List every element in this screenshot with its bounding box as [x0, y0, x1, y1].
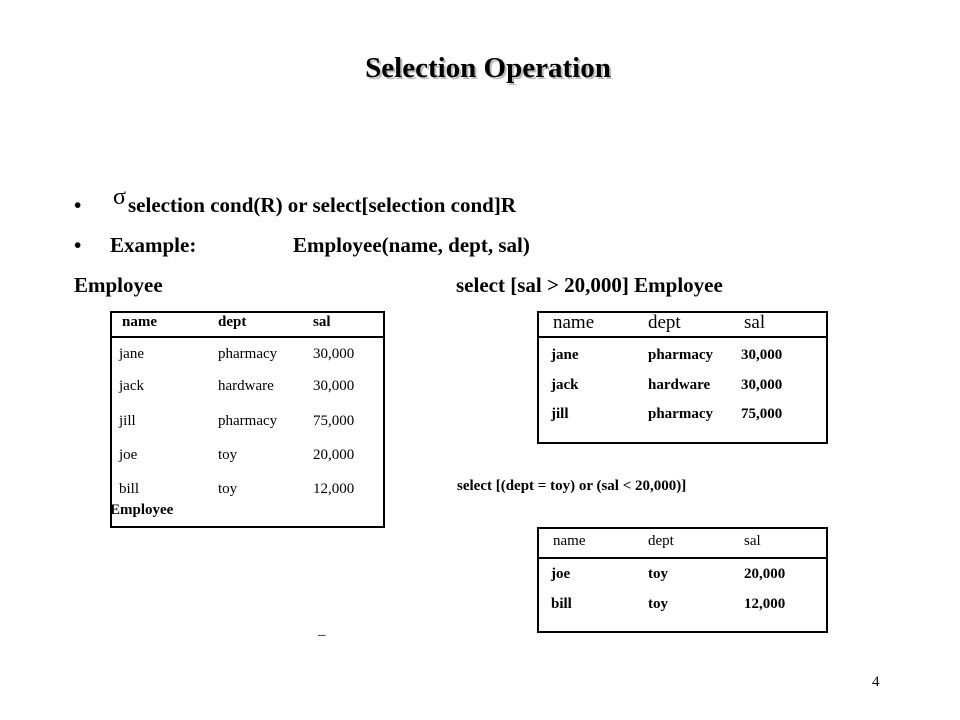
employee-row-2-dept: hardware [218, 378, 274, 394]
employee-header-name: name [122, 314, 157, 330]
employee-header-sal: sal [313, 314, 331, 330]
sal-result-row-2-dept: hardware [648, 377, 711, 393]
bullet-1: • [74, 193, 82, 217]
query-toy-heading: select [(dept = toy) or (sal < 20,000)] [457, 478, 687, 494]
employee-row-2-sal: 30,000 [313, 378, 355, 394]
employee-row-5-sal: 12,000 [313, 481, 355, 497]
toy-result-header-divider [537, 557, 828, 559]
employee-row-4-name: joe [119, 447, 138, 463]
toy-result-header-sal: sal [744, 533, 761, 549]
toy-result-row-2-name: bill [551, 596, 572, 612]
sal-result-row-1-name: jane [551, 347, 579, 363]
toy-result-row-1-dept: toy [648, 566, 668, 582]
stray-underscore-mark: _ [318, 622, 326, 638]
employee-header-dept: dept [218, 314, 247, 330]
selection-syntax-text: selection cond(R) or select[selection cond]R [128, 193, 517, 217]
sal-result-row-3-dept: pharmacy [648, 406, 713, 422]
employee-row-5-name: bill [119, 481, 140, 497]
employee-row-3-sal: 75,000 [313, 413, 355, 429]
employee-heading: Employee [74, 273, 163, 297]
sal-result-header-dept: dept [648, 312, 681, 333]
employee-header-divider [110, 336, 385, 338]
toy-result-header-dept: dept [648, 533, 674, 549]
employee-row-1-sal: 30,000 [313, 346, 355, 362]
sal-result-row-3-sal: 75,000 [741, 406, 783, 422]
employee-row-1-dept: pharmacy [218, 346, 278, 362]
employee-row-3-name: jill [119, 413, 136, 429]
employee-row-3-dept: pharmacy [218, 413, 278, 429]
employee-table-caption: Employee [110, 502, 174, 518]
toy-result-row-1-name: joe [551, 566, 571, 582]
example-schema: Employee(name, dept, sal) [293, 233, 530, 257]
query-sal-heading: select [sal > 20,000] Employee [456, 273, 723, 297]
toy-result-row-2-dept: toy [648, 596, 668, 612]
sal-result-row-3-name: jill [551, 406, 569, 422]
slide-title: Selection Operation [365, 52, 611, 84]
sigma-symbol: σ [113, 184, 126, 210]
bullet-2: • [74, 233, 82, 257]
employee-row-4-sal: 20,000 [313, 447, 355, 463]
employee-row-1-name: jane [119, 346, 144, 362]
sal-result-row-2-sal: 30,000 [741, 377, 783, 393]
toy-result-row-2-sal: 12,000 [744, 596, 786, 612]
sal-result-header-name: name [553, 312, 595, 333]
toy-result-header-name: name [553, 533, 586, 549]
toy-result-row-1-sal: 20,000 [744, 566, 786, 582]
sal-result-row-1-dept: pharmacy [648, 347, 713, 363]
example-label: Example: [110, 233, 197, 257]
employee-row-5-dept: toy [218, 481, 238, 497]
employee-row-2-name: jack [119, 378, 144, 394]
sal-result-row-1-sal: 30,000 [741, 347, 783, 363]
sal-result-row-2-name: jack [551, 377, 579, 393]
sal-result-header-divider [537, 336, 828, 338]
sal-result-header-sal: sal [744, 312, 766, 333]
employee-row-4-dept: toy [218, 447, 238, 463]
page-number: 4 [872, 674, 880, 690]
